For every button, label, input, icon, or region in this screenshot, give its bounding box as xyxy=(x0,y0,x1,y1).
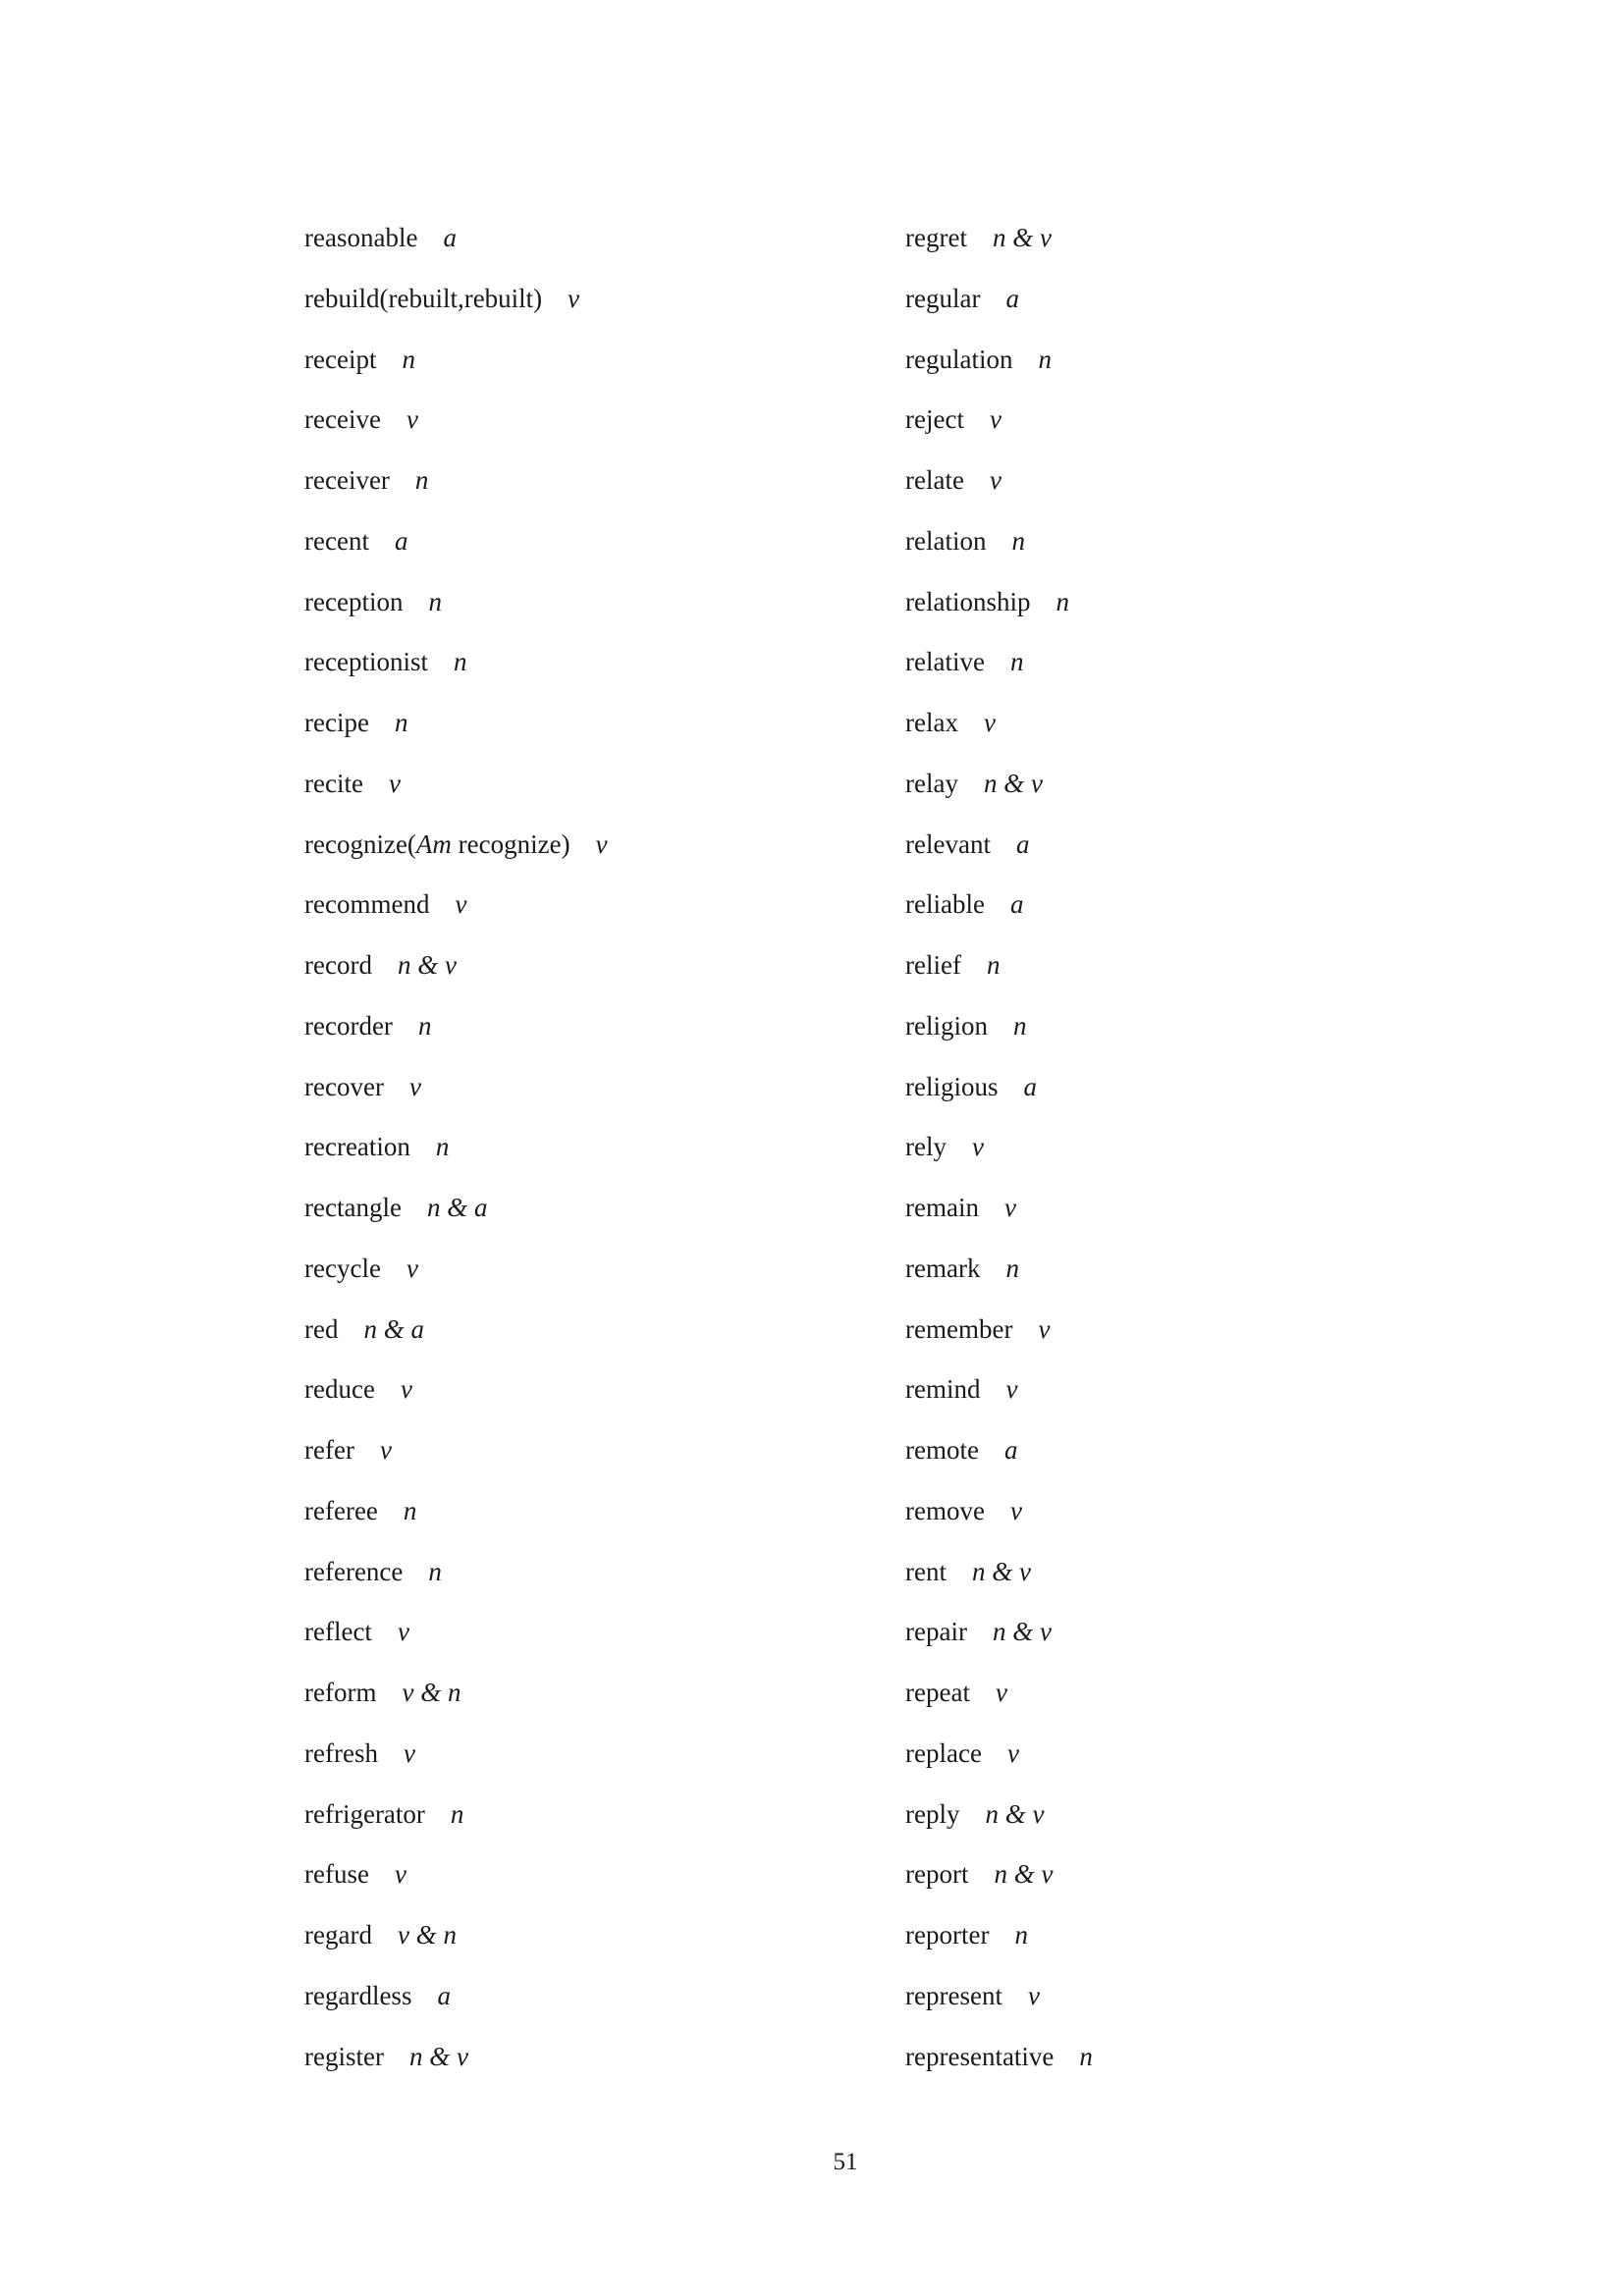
entry-word: relay xyxy=(905,768,958,798)
entry-word: replace xyxy=(905,1737,982,1768)
entry-word: remote xyxy=(905,1435,979,1465)
vocabulary-entry xyxy=(905,525,1025,557)
part-of-speech: v xyxy=(1005,1374,1018,1405)
part-of-speech: n xyxy=(1009,647,1024,677)
entry-word: regulation xyxy=(905,344,1013,374)
vocabulary-entry xyxy=(304,888,466,920)
entry-word: recognize( xyxy=(304,828,416,859)
part-of-speech: n xyxy=(1056,586,1069,616)
part-of-speech: n xyxy=(403,1495,417,1525)
entry-word-variant-label: Am xyxy=(415,828,452,859)
part-of-speech: v xyxy=(1006,1737,1019,1768)
vocabulary-entry xyxy=(905,1253,1019,1284)
part-of-speech: n xyxy=(453,647,467,677)
entry-word: recipe xyxy=(304,708,369,737)
part-of-speech: n & v xyxy=(994,1859,1054,1890)
entry-word: recover xyxy=(304,1071,384,1101)
part-of-speech: n xyxy=(986,950,1001,980)
part-of-speech: v xyxy=(388,768,401,798)
entry-word: report xyxy=(905,1859,969,1890)
vocabulary-entry xyxy=(304,1919,457,1950)
part-of-speech: n & v xyxy=(971,1556,1031,1586)
entry-word: reduce xyxy=(304,1374,375,1405)
entry-word: red xyxy=(304,1313,339,1344)
vocabulary-entry xyxy=(304,1373,412,1405)
part-of-speech: v xyxy=(568,283,580,313)
vocabulary-entry xyxy=(304,1071,421,1102)
part-of-speech: n xyxy=(1011,525,1025,556)
vocabulary-entry xyxy=(905,1373,1017,1405)
vocabulary-entry xyxy=(304,1131,449,1162)
vocabulary-entry xyxy=(304,2041,468,2072)
vocabulary-entry xyxy=(905,1677,1007,1708)
part-of-speech: n & v xyxy=(992,1617,1052,1647)
part-of-speech: a xyxy=(1005,283,1019,313)
vocabulary-entry xyxy=(304,1616,409,1647)
entry-word: remark xyxy=(905,1253,981,1283)
vocabulary-entry xyxy=(304,828,608,860)
entry-word: referee xyxy=(304,1495,378,1525)
part-of-speech: v xyxy=(1003,1193,1016,1222)
vocabulary-entry xyxy=(304,1798,463,1830)
part-of-speech: v xyxy=(1027,1980,1040,2010)
entry-word: regular xyxy=(905,283,981,313)
part-of-speech: n & v xyxy=(397,950,457,980)
part-of-speech: v xyxy=(989,404,1001,435)
vocabulary-entry xyxy=(304,586,442,617)
entry-word: relative xyxy=(905,647,985,677)
entry-word: remind xyxy=(905,1374,981,1405)
entry-word: recommend xyxy=(304,889,430,920)
part-of-speech: v xyxy=(406,1253,418,1283)
vocabulary-entry xyxy=(304,525,407,557)
part-of-speech: a xyxy=(443,223,457,252)
vocabulary-entry xyxy=(905,586,1069,617)
entry-word: remember xyxy=(905,1313,1013,1344)
entry-word: recycle xyxy=(304,1253,381,1283)
part-of-speech: v xyxy=(995,1678,1007,1707)
vocabulary-entry xyxy=(905,646,1023,677)
entry-word: refrigerator xyxy=(304,1798,425,1829)
entry-word: reporter xyxy=(905,1920,990,1949)
entry-word: relationship xyxy=(905,586,1031,616)
part-of-speech: n xyxy=(394,708,408,737)
part-of-speech: n xyxy=(428,1556,442,1586)
entry-word: reflect xyxy=(304,1617,372,1647)
entry-word: relate xyxy=(905,465,964,495)
vocabulary-entry xyxy=(905,1737,1019,1769)
part-of-speech: n & a xyxy=(426,1193,488,1222)
vocabulary-entry xyxy=(304,464,428,496)
part-of-speech: v xyxy=(397,1617,409,1647)
vocabulary-entry xyxy=(905,888,1023,920)
entry-word: rebuild(rebuilt,rebuilt) xyxy=(304,283,543,313)
entry-word: recent xyxy=(304,525,369,556)
vocabulary-entry xyxy=(905,464,1001,496)
entry-word: reply xyxy=(905,1798,960,1829)
vocabulary-entry xyxy=(304,1253,418,1284)
part-of-speech: a xyxy=(1009,889,1024,920)
part-of-speech: a xyxy=(1023,1071,1037,1101)
vocabulary-entry xyxy=(905,1192,1016,1223)
entry-word: represent xyxy=(905,1980,1002,2010)
entry-word: refresh xyxy=(304,1737,378,1768)
part-of-speech: v xyxy=(406,404,418,435)
entry-word: receptionist xyxy=(304,647,428,677)
part-of-speech: v xyxy=(408,1071,421,1101)
part-of-speech: v xyxy=(989,465,1001,495)
vocabulary-entry xyxy=(304,403,418,435)
vocabulary-entry xyxy=(905,2041,1093,2072)
entry-word: receipt xyxy=(304,344,377,374)
vocabulary-entry xyxy=(905,1980,1040,2011)
part-of-speech: n xyxy=(402,344,415,374)
entry-word: relief xyxy=(905,950,961,980)
vocabulary-entry xyxy=(905,1919,1028,1950)
vocabulary-entry xyxy=(304,1434,392,1466)
part-of-speech: n & v xyxy=(992,223,1052,252)
entry-word: recreation xyxy=(304,1132,410,1162)
entry-word: reliable xyxy=(905,889,985,920)
vocabulary-entry xyxy=(304,1313,424,1345)
vocabulary-entry xyxy=(905,768,1043,799)
vocabulary-entry xyxy=(304,344,415,375)
vocabulary-entry xyxy=(905,283,1019,314)
page-number: 51 xyxy=(833,2149,858,2175)
entry-word: religious xyxy=(905,1071,999,1101)
part-of-speech: v xyxy=(379,1435,392,1465)
part-of-speech: n & v xyxy=(985,1798,1045,1829)
entry-word: reference xyxy=(304,1556,404,1586)
part-of-speech: n & v xyxy=(408,2041,468,2071)
part-of-speech: n xyxy=(435,1132,450,1162)
part-of-speech: a xyxy=(1003,1435,1018,1465)
part-of-speech: n xyxy=(1038,344,1052,374)
part-of-speech: v & n xyxy=(402,1678,461,1707)
vocabulary-entry xyxy=(304,768,401,799)
entry-word: relevant xyxy=(905,828,991,859)
vocabulary-entry xyxy=(304,1737,415,1769)
entry-word: relation xyxy=(905,525,987,556)
vocabulary-entry xyxy=(905,1010,1026,1041)
vocabulary-entry xyxy=(905,1616,1052,1647)
entry-word: rent xyxy=(905,1556,947,1586)
vocabulary-entry xyxy=(905,1071,1037,1102)
entry-word: relax xyxy=(905,708,958,737)
entry-word: repeat xyxy=(905,1678,970,1707)
entry-word: remain xyxy=(905,1193,979,1222)
entry-word: refuse xyxy=(304,1859,369,1890)
entry-word: reception xyxy=(304,586,404,616)
entry-word: reject xyxy=(905,404,964,435)
vocabulary-entry xyxy=(304,707,407,738)
vocabulary-entry xyxy=(905,707,996,738)
entry-word: reform xyxy=(304,1678,377,1707)
vocabulary-entry xyxy=(304,1980,451,2011)
entry-word: rectangle xyxy=(304,1193,402,1222)
vocabulary-entry xyxy=(905,1495,1022,1526)
part-of-speech: n xyxy=(1012,1010,1027,1041)
vocabulary-entry xyxy=(905,1556,1031,1587)
entry-word-variant: recognize) xyxy=(451,828,570,859)
vocabulary-entry xyxy=(905,1313,1050,1345)
part-of-speech: n xyxy=(417,1010,432,1041)
vocabulary-entry xyxy=(905,1434,1017,1466)
vocabulary-entry xyxy=(304,646,466,677)
part-of-speech: n xyxy=(1079,2041,1093,2071)
entry-word: recorder xyxy=(304,1010,393,1041)
part-of-speech: n xyxy=(1014,1920,1028,1949)
vocabulary-entry xyxy=(905,222,1052,253)
entry-word: repair xyxy=(905,1617,967,1647)
part-of-speech: a xyxy=(437,1980,451,2010)
entry-word: regard xyxy=(304,1920,372,1949)
part-of-speech: v xyxy=(1038,1313,1051,1344)
vocabulary-entry xyxy=(905,828,1029,860)
entry-word: representative xyxy=(905,2041,1055,2071)
part-of-speech: n & v xyxy=(983,768,1043,798)
entry-word: receiver xyxy=(304,465,390,495)
vocabulary-entry xyxy=(304,1495,416,1526)
vocabulary-entry xyxy=(304,1677,460,1708)
part-of-speech: a xyxy=(1015,828,1030,859)
vocabulary-entry xyxy=(905,949,1000,981)
vocabulary-entry xyxy=(905,344,1052,375)
vocabulary-entry xyxy=(304,222,457,253)
vocabulary-entry xyxy=(905,403,1001,435)
vocabulary-entry xyxy=(304,1556,442,1587)
part-of-speech: n xyxy=(450,1798,464,1829)
vocabulary-entry xyxy=(905,1798,1044,1830)
vocabulary-entry xyxy=(905,1858,1053,1890)
part-of-speech: v xyxy=(400,1374,412,1405)
vocabulary-entry xyxy=(304,283,579,314)
vocabulary-entry xyxy=(304,949,457,981)
part-of-speech: v xyxy=(403,1737,415,1768)
entry-word: record xyxy=(304,950,372,980)
part-of-speech: n & a xyxy=(363,1313,424,1344)
part-of-speech: n xyxy=(428,586,442,616)
entry-word: religion xyxy=(905,1010,988,1041)
part-of-speech: v xyxy=(1009,1495,1022,1525)
vocabulary-entry xyxy=(304,1010,431,1041)
part-of-speech: v & n xyxy=(397,1920,457,1949)
entry-word: remove xyxy=(905,1495,985,1525)
vocabulary-entry xyxy=(304,1858,406,1890)
entry-word: register xyxy=(304,2041,384,2071)
entry-word: regret xyxy=(905,223,967,252)
part-of-speech: v xyxy=(455,889,467,920)
vocabulary-entry xyxy=(304,1192,487,1223)
part-of-speech: n xyxy=(1005,1253,1019,1283)
part-of-speech: a xyxy=(394,525,408,556)
entry-word: receive xyxy=(304,404,381,435)
part-of-speech: v xyxy=(394,1859,406,1890)
entry-word: reasonable xyxy=(304,223,418,252)
entry-word: regardless xyxy=(304,1980,412,2010)
entry-word: refer xyxy=(304,1435,354,1465)
entry-word: recite xyxy=(304,768,363,798)
part-of-speech: n xyxy=(414,465,429,495)
vocabulary-entry xyxy=(905,1131,984,1162)
part-of-speech: v xyxy=(971,1132,984,1162)
entry-word: rely xyxy=(905,1132,947,1162)
part-of-speech: v xyxy=(595,828,608,859)
part-of-speech: v xyxy=(983,708,996,737)
